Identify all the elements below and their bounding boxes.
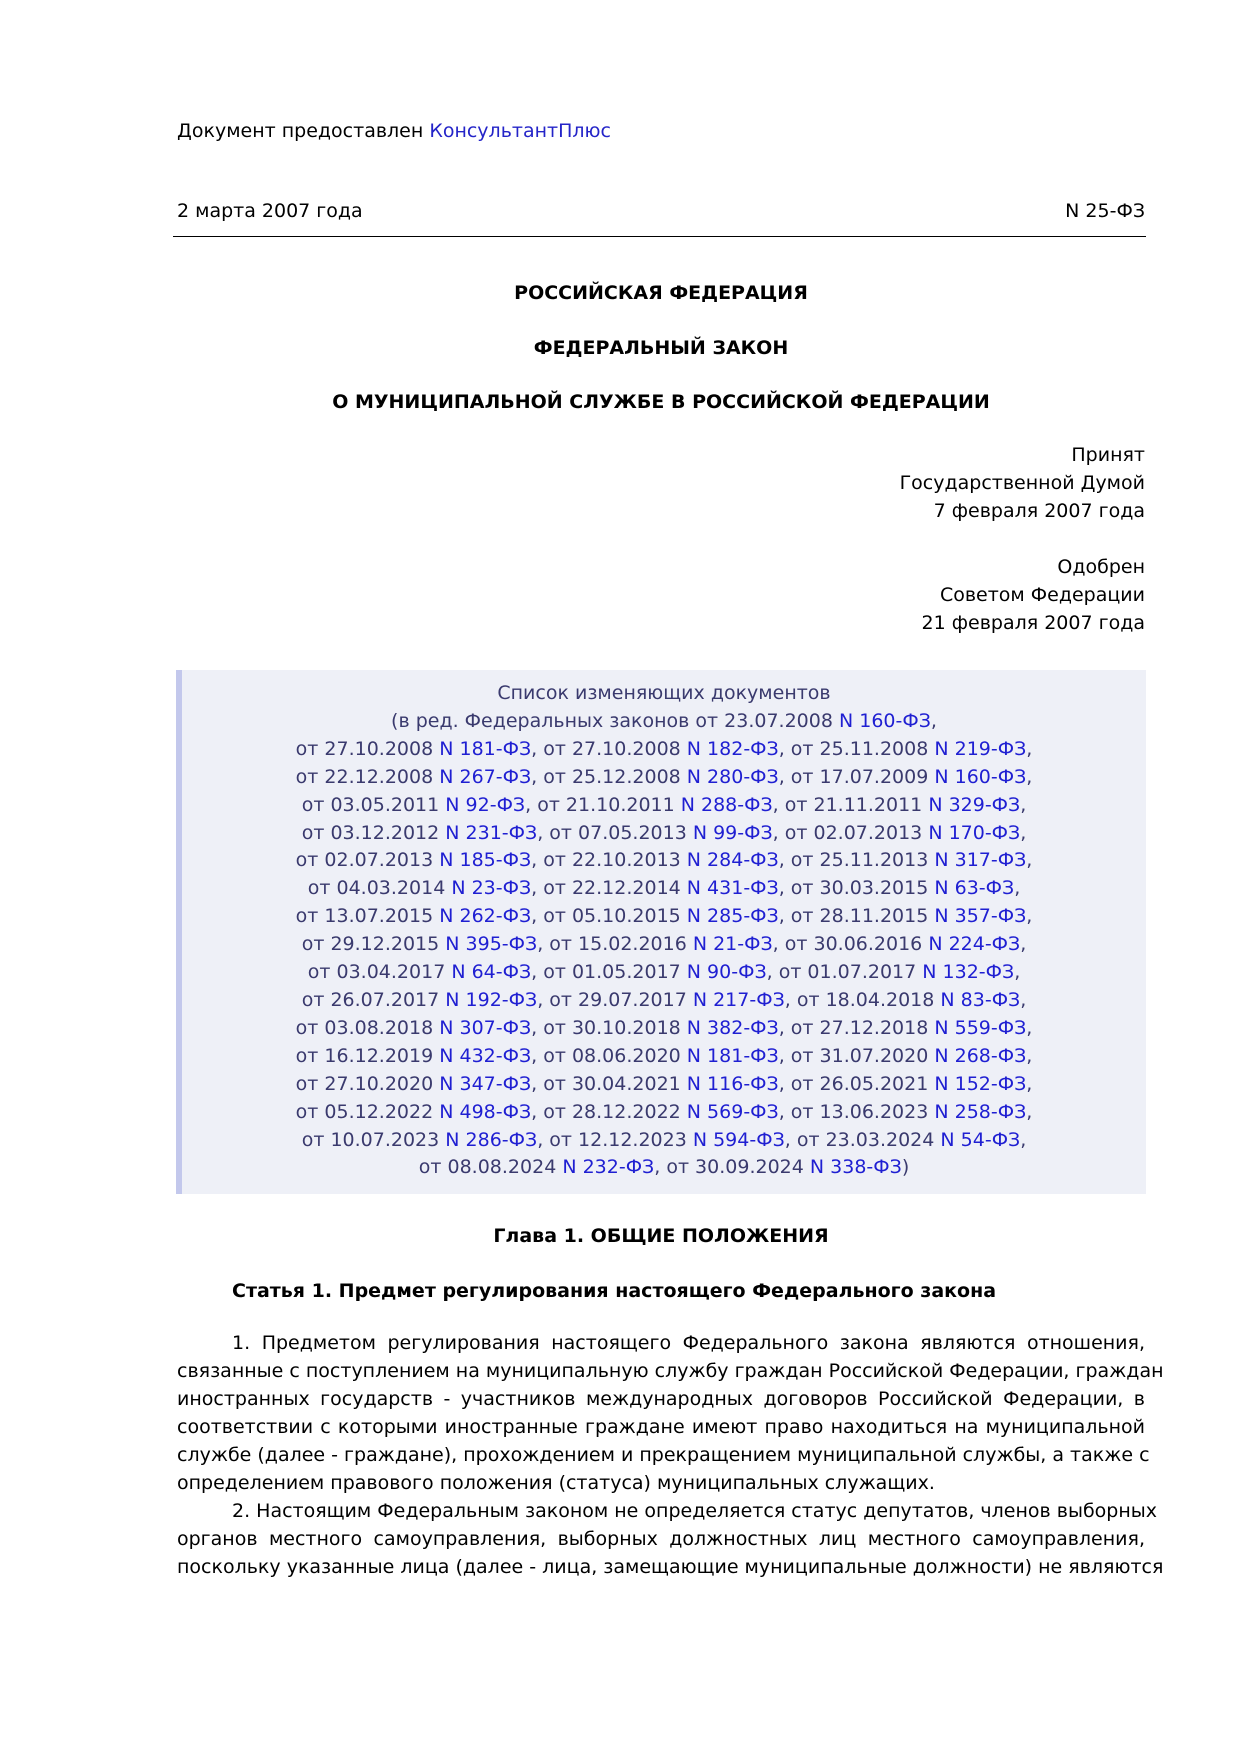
amendments-intro: (в ред. Федеральных законов от 23.07.2008 N 160-ФЗ, <box>391 709 937 732</box>
amendment-link[interactable]: N 559-ФЗ <box>934 1016 1027 1039</box>
amendment-link[interactable]: N 217-ФЗ <box>692 988 785 1011</box>
amendment-date-text: , от 12.12.2023 <box>537 1128 693 1151</box>
amendment-date-text: , <box>1026 905 1033 928</box>
law-type-heading: ФЕДЕРАЛЬНЫЙ ЗАКОН <box>533 337 789 359</box>
amendment-date-text: , <box>1020 1128 1027 1151</box>
amendment-date-text: , от 30.06.2016 <box>772 933 929 956</box>
amendment-date-text: , от 23.03.2024 <box>784 1128 941 1151</box>
amendment-link[interactable]: N 569-ФЗ <box>686 1100 779 1123</box>
amendment-date-text: , от 28.12.2022 <box>531 1100 687 1123</box>
paragraph-2 <box>177 1497 1164 1581</box>
amendment-date-text: , от 30.10.2018 <box>531 1016 687 1039</box>
amendment-link[interactable]: N 286-ФЗ <box>445 1128 538 1151</box>
amendment-date-text: , от 21.10.2011 <box>525 793 681 816</box>
amendment-link[interactable]: N 92-ФЗ <box>445 793 526 816</box>
adopted-line: Принят <box>1071 444 1145 466</box>
amendments-intro-text: (в ред. Федеральных законов от 23.07.2008 <box>391 709 839 732</box>
amendment-link[interactable]: N 54-ФЗ <box>940 1128 1021 1151</box>
paragraph-line: определением правового положения (статуса) муниципальных служащих. <box>177 1472 935 1494</box>
amendment-link[interactable]: N 160-ФЗ <box>838 709 931 732</box>
amendment-date-text: , <box>1026 849 1033 872</box>
amendment-date-text: , от 21.11.2011 <box>772 793 929 816</box>
amendment-link[interactable]: N 185-ФЗ <box>439 849 532 872</box>
amendment-link[interactable]: N 431-ФЗ <box>686 877 779 900</box>
law-title: О МУНИЦИПАЛЬНОЙ СЛУЖБЕ В РОССИЙСКОЙ ФЕДЕРАЦИИ <box>332 391 990 413</box>
amendment-link[interactable]: N 307-ФЗ <box>439 1016 532 1039</box>
amendment-date-text: от 03.12.2012 <box>301 821 446 844</box>
amendment-link[interactable]: N 99-ФЗ <box>692 821 773 844</box>
amendment-link[interactable]: N 280-ФЗ <box>686 765 779 788</box>
amendments-line <box>182 1127 1146 1155</box>
approved-line: Одобрен <box>1057 556 1145 578</box>
adopted-line: 7 февраля 2007 года <box>933 500 1145 522</box>
amendments-line <box>182 1071 1146 1099</box>
amendment-link[interactable]: N 498-ФЗ <box>439 1100 532 1123</box>
amendments-line <box>182 764 1146 792</box>
amendment-date-text: , от 18.04.2018 <box>784 988 941 1011</box>
amendment-date-text: , от 17.07.2009 <box>778 765 935 788</box>
country-heading: РОССИЙСКАЯ ФЕДЕРАЦИЯ <box>514 282 808 304</box>
amendment-date-text: , от 22.10.2013 <box>531 849 687 872</box>
paragraph-line: иностранных государств - участников международных договоров Российской Федерации, в <box>177 1388 1145 1410</box>
amendment-date-text: , от 28.11.2015 <box>778 905 935 928</box>
amendment-link[interactable]: N 90-ФЗ <box>686 961 767 984</box>
amendment-link[interactable]: N 382-ФЗ <box>686 1016 779 1039</box>
amendment-date-text: , от 29.07.2017 <box>537 988 693 1011</box>
amendment-date-text: от 22.12.2008 <box>295 765 440 788</box>
amendments-line <box>182 987 1146 1015</box>
approved-line: 21 февраля 2007 года <box>921 612 1145 634</box>
amendment-link[interactable]: N 23-ФЗ <box>451 877 532 900</box>
amendment-date-text: от 29.12.2015 <box>301 933 446 956</box>
amendment-date-text: от 16.12.2019 <box>295 1044 440 1067</box>
amendment-date-text: от 27.10.2020 <box>295 1072 440 1095</box>
amendment-link[interactable]: N 288-ФЗ <box>680 793 773 816</box>
paragraph-line: 2. Настоящим Федеральным законом не определяется статус депутатов, членов выборных <box>232 1500 1158 1522</box>
amendment-link[interactable]: N 192-ФЗ <box>445 988 538 1011</box>
amendment-link[interactable]: N 64-ФЗ <box>451 961 532 984</box>
amendment-link[interactable]: N 357-ФЗ <box>934 905 1027 928</box>
amendment-date-text: , от 30.03.2015 <box>778 877 935 900</box>
amendments-line <box>182 792 1146 820</box>
amendment-date-text: , от 15.02.2016 <box>537 933 693 956</box>
amendment-link[interactable]: N 262-ФЗ <box>439 905 532 928</box>
paragraph-line: службе (далее - граждане), прохождением и прекращением муниципальной службы, а также с <box>177 1444 1150 1466</box>
amendments-line <box>182 820 1146 848</box>
amendment-date-text: ) <box>901 1156 910 1179</box>
amendment-date-text: , от 05.10.2015 <box>531 905 687 928</box>
amendment-date-text: от 08.08.2024 <box>418 1156 563 1179</box>
document-dateline <box>177 198 1145 224</box>
paragraph-line: 1. Предметом регулирования настоящего Федерального закона являются отношения, <box>232 1332 1145 1354</box>
approved-line: Советом Федерации <box>939 584 1145 606</box>
paragraph-line: органов местного самоуправления, выборных должностных лиц местного самоуправления, <box>177 1528 1145 1550</box>
amendment-link[interactable]: N 285-ФЗ <box>686 905 779 928</box>
amendment-link[interactable]: N 181-ФЗ <box>439 737 532 760</box>
amendment-date-text: от 13.07.2015 <box>295 905 440 928</box>
amendment-link[interactable]: N 232-ФЗ <box>562 1156 655 1179</box>
amendments-line <box>182 1154 1146 1182</box>
amendment-date-text: , от 22.12.2014 <box>531 877 687 900</box>
amendments-line <box>182 736 1146 764</box>
amendments-line <box>182 1043 1146 1071</box>
amendment-link[interactable]: N 284-ФЗ <box>686 849 779 872</box>
amendment-date-text: , от 30.09.2024 <box>654 1156 810 1179</box>
article-heading: Статья 1. Предмет регулирования настоящего Федерального закона <box>232 1280 997 1302</box>
amendment-date-text: , <box>1026 1044 1033 1067</box>
amendments-line <box>182 875 1146 903</box>
amendment-date-text: , <box>1020 821 1027 844</box>
amendment-date-text: , <box>1014 877 1021 900</box>
amendment-date-text: от 05.12.2022 <box>295 1100 440 1123</box>
amendment-link[interactable]: N 347-ФЗ <box>439 1072 532 1095</box>
amendments-list <box>182 680 1146 1182</box>
amendments-heading: Список изменяющих документов <box>497 682 831 704</box>
header-divider <box>173 236 1146 237</box>
amendments-box <box>176 670 1146 1194</box>
paragraph-line: соответствии с которыми иностранные граждане имеют право находиться на муниципальной <box>177 1416 1145 1438</box>
amendment-date-text: , от 02.07.2013 <box>772 821 929 844</box>
amendment-date-text: , от 13.06.2023 <box>778 1100 935 1123</box>
amendment-date-text: , <box>1020 933 1027 956</box>
provider-notice <box>177 118 611 144</box>
amendment-link[interactable]: N 317-ФЗ <box>934 849 1027 872</box>
amendments-line <box>182 1099 1146 1127</box>
amendment-link[interactable]: N 21-ФЗ <box>692 933 773 956</box>
amendment-date-text: от 03.04.2017 <box>307 961 452 984</box>
amendment-date-text: , от 25.11.2008 <box>778 737 935 760</box>
amendment-date-text: , <box>1020 793 1027 816</box>
amendment-link[interactable]: N 132-ФЗ <box>922 961 1015 984</box>
adopted-line: Государственной Думой <box>899 472 1145 494</box>
amendment-date-text: от 03.08.2018 <box>295 1016 440 1039</box>
amendment-link[interactable]: N 395-ФЗ <box>445 933 538 956</box>
amendment-date-text: от 10.07.2023 <box>301 1128 446 1151</box>
amendment-date-text: , от 07.05.2013 <box>537 821 693 844</box>
amendment-date-text: , <box>1026 1100 1033 1123</box>
amendments-line <box>182 931 1146 959</box>
amendment-link[interactable]: N 170-ФЗ <box>928 821 1021 844</box>
amendment-date-text: , <box>1026 737 1033 760</box>
amendment-date-text: , от 30.04.2021 <box>531 1072 687 1095</box>
law-date: 2 марта 2007 года <box>177 200 363 222</box>
amendment-date-text: от 02.07.2013 <box>295 849 440 872</box>
amendment-date-text: , <box>1026 1016 1033 1039</box>
amendment-link[interactable]: N 258-ФЗ <box>934 1100 1027 1123</box>
amendment-link[interactable]: N 116-ФЗ <box>686 1072 779 1095</box>
amendment-date-text: , от 31.07.2020 <box>778 1044 935 1067</box>
amendment-link[interactable]: N 432-ФЗ <box>439 1044 532 1067</box>
law-number: N 25-ФЗ <box>1065 200 1145 222</box>
amendments-line <box>182 1015 1146 1043</box>
amendment-link[interactable]: N 224-ФЗ <box>928 933 1021 956</box>
amendment-date-text: , от 01.07.2017 <box>766 961 923 984</box>
amendment-date-text: , от 26.05.2021 <box>778 1072 935 1095</box>
amendment-link[interactable]: N 231-ФЗ <box>445 821 538 844</box>
paragraph-1 <box>177 1329 1164 1497</box>
amendment-link[interactable]: N 160-ФЗ <box>934 765 1027 788</box>
amendment-date-text: , <box>1014 961 1021 984</box>
amendment-link[interactable]: N 182-ФЗ <box>686 737 779 760</box>
amendment-date-text: , от 27.10.2008 <box>531 737 687 760</box>
approved-block <box>922 553 1145 637</box>
amendments-line <box>182 959 1146 987</box>
amendments-line <box>182 903 1146 931</box>
amendment-link[interactable]: N 594-ФЗ <box>692 1128 785 1151</box>
amendment-link[interactable]: N 268-ФЗ <box>934 1044 1027 1067</box>
adopted-block <box>900 441 1145 525</box>
amendment-link[interactable]: N 267-ФЗ <box>439 765 532 788</box>
provider-notice-prefix: Документ предоставлен <box>177 120 430 142</box>
amendment-date-text: , <box>1026 765 1033 788</box>
amendment-date-text: от 27.10.2008 <box>295 737 440 760</box>
amendment-date-text: от 04.03.2014 <box>307 877 452 900</box>
amendment-date-text: от 03.05.2011 <box>301 793 446 816</box>
amendment-date-text: , от 27.12.2018 <box>778 1016 935 1039</box>
consultantplus-link[interactable]: КонсультантПлюс <box>429 120 611 142</box>
amendment-link[interactable]: N 219-ФЗ <box>934 737 1027 760</box>
amendment-link[interactable]: N 83-ФЗ <box>940 988 1021 1011</box>
chapter-heading: Глава 1. ОБЩИЕ ПОЛОЖЕНИЯ <box>493 1225 829 1247</box>
amendment-link[interactable]: N 338-ФЗ <box>809 1156 902 1179</box>
amendment-link[interactable]: N 63-ФЗ <box>934 877 1015 900</box>
amendment-link[interactable]: N 329-ФЗ <box>928 793 1021 816</box>
paragraph-line: поскольку указанные лица (далее - лица, замещающие муниципальные должности) не являются <box>177 1556 1164 1578</box>
amendment-date-text: , от 01.05.2017 <box>531 961 687 984</box>
amendment-link[interactable]: N 152-ФЗ <box>934 1072 1027 1095</box>
amendment-date-text: от 26.07.2017 <box>301 988 446 1011</box>
amendments-line <box>182 847 1146 875</box>
paragraph-line: связанные с поступлением на муниципальную службу граждан Российской Федерации, граждан <box>177 1360 1164 1382</box>
amendment-date-text: , от 25.12.2008 <box>531 765 687 788</box>
amendment-link[interactable]: N 181-ФЗ <box>686 1044 779 1067</box>
amendment-date-text: , от 25.11.2013 <box>778 849 935 872</box>
amendment-date-text: , от 08.06.2020 <box>531 1044 687 1067</box>
amendment-date-text: , <box>1026 1072 1033 1095</box>
amendment-date-text: , <box>1020 988 1027 1011</box>
